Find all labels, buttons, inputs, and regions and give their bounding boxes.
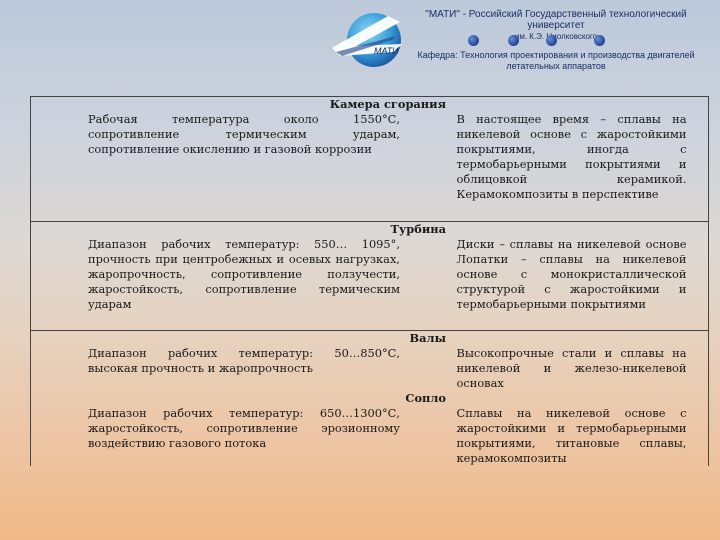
requirements-cell: [31, 406, 407, 466]
section-title: Валы: [31, 331, 709, 347]
section-title: Камера сгорания: [31, 97, 709, 113]
materials-cell: [407, 237, 709, 331]
materials-text: Диски – сплавы на никелевой основе Лопатки – сплавы на никелевой основе с монокристаллической структурой с жаростойкими и термобарьерными покрытиями: [456, 237, 687, 311]
materials-text: В настоящее время – сплавы на никелевой основе с жаростойкими покрытиями, иногда с термобарьерными покрытиями и облицовкой керамикой. Керамокомпозиты в перспективе: [456, 112, 687, 201]
section-title-row: [31, 331, 709, 347]
dot-icon: [508, 35, 519, 46]
materials-cell: [407, 406, 709, 466]
slide-header: [0, 0, 720, 92]
requirements-text: Диапазон рабочих температур: 550… 1095°, прочность при центробежных и осевых нагрузках, жаропрочность, сопротивление ползучести, жаростойкость, сопротивление термическим ударам: [88, 237, 400, 311]
decorative-dots: [0, 35, 720, 47]
section-row: [31, 112, 709, 222]
logo-text: МАТИ: [374, 46, 399, 56]
requirements-cell: [31, 237, 407, 331]
section-title-row: [31, 222, 709, 238]
dot-icon: [546, 35, 557, 46]
section-title-row: [31, 97, 709, 113]
section-title: Сопло: [31, 391, 709, 406]
department-line-1: Кафедра: Технология проектирования и производства двигателей: [417, 50, 695, 60]
section-row: [31, 346, 709, 391]
requirements-text: Рабочая температура около 1550°С, сопротивление термическим ударам, сопротивление окислению и газовой коррозии: [88, 112, 400, 156]
requirements-text: Диапазон рабочих температур: 50…850°С, высокая прочность и жаропрочность: [88, 346, 400, 375]
requirements-table: [30, 96, 709, 466]
department-name: [400, 50, 712, 72]
requirements-cell: [31, 112, 407, 222]
section-title: Турбина: [31, 222, 709, 238]
materials-text: Сплавы на никелевой основе с жаростойкими и термобарьерными покрытиями, титановые сплавы, керамокомпозиты: [456, 406, 687, 465]
university-line-2: им. К.Э. Циолковского: [514, 32, 598, 41]
dot-icon: [468, 35, 479, 46]
requirements-cell: [31, 346, 407, 391]
dot-icon: [594, 35, 605, 46]
materials-text: Высокопрочные стали и сплавы на никелевой и железо-никелевой основах: [456, 346, 687, 390]
section-row: [31, 406, 709, 466]
department-line-2: летательных аппаратов: [506, 61, 606, 71]
university-line-1: "МАТИ" - Российский Государственный технологический университет: [425, 9, 687, 31]
section-title-row: [31, 391, 709, 406]
section-row: [31, 237, 709, 331]
requirements-text: Диапазон рабочих температур: 650…1300°С, жаростойкость, сопротивление эрозионному воздействию газового потока: [88, 406, 400, 450]
materials-cell: [407, 346, 709, 391]
materials-cell: [407, 112, 709, 222]
